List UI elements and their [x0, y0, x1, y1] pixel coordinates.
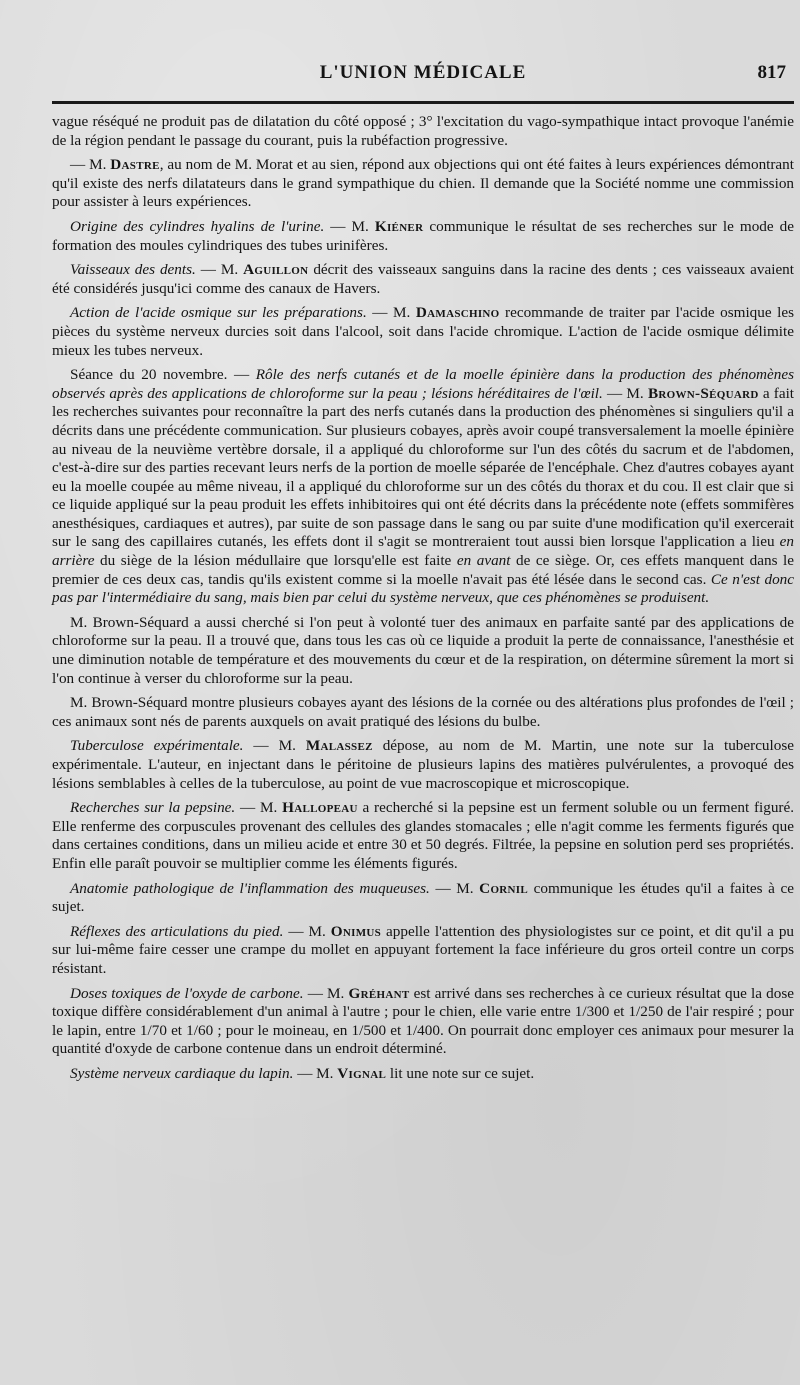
paragraph-lead: — M.: [303, 984, 345, 1002]
paragraph-text: , au nom de M. Morat et au sien, répond aux objections qui ont été faites à leurs expériences démontrant qu'il existe des nerfs dilatateurs dans le grand sympathique du chien. Il demande que la Société nomme une commission pour assister à leurs expériences.: [52, 156, 794, 211]
emphasis-text: en avant: [456, 552, 511, 570]
paragraph-text: recommande de traiter par l'acide osmique les pièces du système nerveux durcies soit dans l'alcool, soit dans l'acide chromique. L'action de l'acide osmique délimite mieux les tubes nerveux.: [52, 304, 795, 359]
paragraph-text: a recherché si la pepsine est un ferment soluble ou un ferment figuré. Elle renferme des corpuscules provenant des cellules des glandes stomacales ; elle n'agit comme les ferments figurés que dans certaines conditions, dans un milieu acide et entre 30 et 50 degrés. Filtrée, la pepsine en solution perd ses propriétés. Enfin elle paraît pouvoir se multiplier comme les éléments figurés.: [52, 799, 795, 872]
speaker-name: Brown-Séquard: [647, 384, 759, 402]
emphasis-text: en arrière: [52, 533, 794, 570]
article-body: [52, 113, 794, 1090]
section-heading: Vaisseaux des dents.: [70, 261, 196, 279]
paragraph-lead: — M.: [283, 922, 326, 940]
speaker-name: Onimus: [330, 922, 382, 940]
paragraph-text: vague réséqué ne produit pas de dilatation du côté opposé ; 3° l'excitation du vago-sympathique intact provoque l'anémie de la région pendant le passage du courant, puis la rubéfaction progressive.: [52, 113, 794, 149]
paragraph-text: est arrivé dans ses recherches à ce curieux résultat que la dose toxique diffère considérablement d'un animal à l'autre ; pour le chien, elle varie entre 1/300 et 1/250 de l'air respiré ; pour le lapin, entre 1/70 et 1/60 ; pour le moineau, en 1/500 et 1/400. On pourrait donc employer ces animaux pour mesurer la quantité d'oxyde de carbone contenue dans un endroit déterminé.: [52, 984, 794, 1058]
paragraph-tuberculose: [52, 737, 794, 793]
paragraph-reflexes-pied: [52, 923, 794, 979]
paragraph-acide-osmique: [52, 304, 794, 360]
running-header: [52, 58, 794, 88]
paragraph-text: décrit des vaisseaux sanguins dans la racine des dents ; ces vaisseaux avaient été considérés jusqu'ici comme des canaux de Havers.: [52, 261, 794, 297]
paragraph-text: appelle l'attention des physiologistes sur ce point, et dit qu'il a pu sur lui-même faire cesser une crampe du mollet en appuyant fortement la face inférieure du gros orteil contre un corps résistant.: [52, 922, 795, 977]
paragraph-oxyde-carbone: [52, 985, 794, 1059]
paragraph-chloroforme-mort: [52, 614, 794, 688]
paragraph-lead: — M.: [366, 304, 411, 322]
page-number: 817: [757, 62, 786, 83]
speaker-name: Dastre: [110, 156, 160, 174]
paragraph-muqueuses: [52, 880, 794, 917]
paragraph-lead: — M.: [243, 737, 296, 755]
paragraph-lesions-oeil: [52, 694, 794, 731]
speaker-name: Damaschino: [415, 304, 500, 322]
session-date: Séance du 20 novembre. —: [70, 366, 256, 384]
paragraph-text: M. Brown-Séquard a aussi cherché si l'on peut à volonté tuer des animaux en parfaite santé par des applications de chloroforme sur la peau. Il a trouvé que, dans tous les cas où ce liquide a produit la perte de connaissance, l'anesthésie et une diminution notable de température et des mouvements du cœur et de la respiration, on détermine sûrement la mort si l'on continue à verser du chloroforme sur la peau.: [52, 613, 794, 687]
paragraph-lead: — M.: [235, 799, 278, 817]
speaker-name: Vignal: [337, 1064, 387, 1082]
paragraph-text: de ce siège. Or, ces effets manquent dans le premier de ces deux cas, tandis qu'ils existent comme si la moelle n'avait pas été lésée dans le second cas.: [52, 552, 795, 588]
section-heading: Système nerveux cardiaque du lapin.: [70, 1064, 294, 1082]
paragraph-lead: — M.: [293, 1064, 334, 1082]
speaker-name: Gréhant: [348, 984, 410, 1002]
paragraph-lead: — M.: [195, 261, 239, 279]
paragraph-text: dépose, au nom de M. Martin, une note sur la tuberculose expérimentale. L'auteur, en injectant dans le péritoine de plusieurs lapins des matières pulvérulentes, a provoqué des lésions semblables à celles de la tuberculose, au point de vue macroscopique et microscopique.: [52, 737, 794, 792]
paragraph-text: lit une note sur ce sujet.: [386, 1064, 535, 1082]
paragraph-lead: — M.: [70, 156, 107, 174]
paragraph-seance-20-novembre: [52, 366, 794, 608]
paragraph-lead: — M.: [602, 384, 644, 402]
paragraph-lead: — M.: [429, 879, 474, 897]
section-heading: Tuberculose expérimentale.: [70, 737, 244, 755]
paragraph-lead: — M.: [324, 217, 369, 235]
journal-title: L'UNION MÉDICALE: [319, 62, 527, 83]
paragraph-dastre: [52, 156, 794, 212]
speaker-name: Kiéner: [374, 217, 424, 235]
paragraph-text: communique le résultat de ses recherches sur le mode de formation des moules cylindriques des tubes urinifères.: [52, 217, 794, 254]
paragraph-text: M. Brown-Séquard montre plusieurs cobayes ayant des lésions de la cornée ou des altérations plus profondes de l'œil ; ces animaux sont nés de parents auxquels on avait pratiqué des lésions du bulbe.: [52, 694, 794, 730]
section-heading: Doses toxiques de l'oxyde de carbone.: [70, 984, 304, 1002]
section-heading: Rôle des nerfs cutanés et de la moelle épinière dans la production des phénomènes observés après des applications de chloroforme sur la peau ; lésions héréditaires de l'œil.: [52, 366, 795, 402]
paragraph-vaisseaux-dents: [52, 261, 794, 298]
section-heading: Réflexes des articulations du pied.: [70, 922, 284, 940]
emphasis-conclusion: Ce n'est donc pas par l'intermédiaire du sang, mais bien par celui du système nerveux, que ces phénomènes se produisent.: [52, 570, 794, 607]
paragraph-pepsine: [52, 799, 794, 873]
paragraph-systeme-cardiaque: [52, 1065, 794, 1084]
paragraph-cylindres-hyalins: [52, 218, 794, 255]
section-heading: Origine des cylindres hyalins de l'urine.: [70, 217, 325, 235]
paragraph-text: a fait les recherches suivantes pour reconnaître la part des nerfs cutanés dans la production des phénomènes si singuliers qu'il a décrits dans une précédente communication. Sur plusieurs cobayes, après avoir coupé transversalement la moelle épinière au niveau de la neuvième vertèbre dorsale, il a appliqué du chloroforme sur l'un des côtés du sacrum et de l'abdomen, c'est-à-dire sur des parties recevant leurs nerfs de la portion de moelle séparée de l'encéphale. Chez d'autres cobayes ayant eu la moelle coupée au même niveau, il a appliqué du chloroforme sur un des côtés du thorax et du cou. Il est clair que si ce liquide appliqué sur la peau produit les effets inhibitoires qui ont été décrits dans la précédente note (effets sommifères anesthésiques, cardiaques et autres), par suite de son passage dans le sang ou par suite d'une modification qu'il exercerait sur le sang des capillaires cutanés, les effets dont il s'agit se montreraient tout aussi bien lorsque l'application a lieu: [52, 384, 795, 551]
header-rule: [52, 101, 794, 104]
speaker-name: Cornil: [479, 879, 529, 897]
paragraph-vago-sympathique: [52, 113, 794, 150]
paragraph-text: communique les études qu'il a faites à ce sujet.: [52, 879, 795, 916]
paragraph-text: du siège de la lésion médullaire que lorsqu'elle est faite: [94, 552, 457, 570]
section-heading: Action de l'acide osmique sur les préparations.: [70, 304, 367, 322]
speaker-name: Aguillon: [243, 261, 309, 279]
speaker-name: Hallopeau: [282, 799, 358, 817]
section-heading: Anatomie pathologique de l'inflammation des muqueuses.: [70, 879, 430, 897]
section-heading: Recherches sur la pepsine.: [70, 799, 236, 817]
speaker-name: Malassez: [305, 737, 373, 755]
